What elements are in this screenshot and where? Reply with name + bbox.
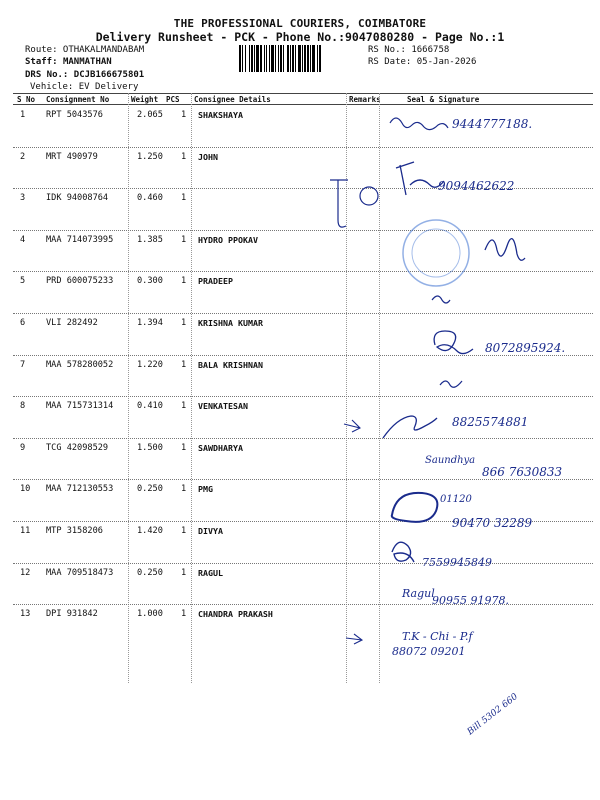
weight-value: 0.250 <box>137 484 163 495</box>
consignment-number: MAA 578280052 <box>46 359 114 370</box>
bracket-mark <box>330 180 348 227</box>
pcs-value: 1 <box>181 234 187 245</box>
signature-john <box>396 162 444 195</box>
row-sno: 4 <box>20 234 26 245</box>
weight-value: 1.385 <box>137 234 163 245</box>
weight-value: 1.220 <box>137 359 163 370</box>
pcs-value: 1 <box>181 110 187 120</box>
signature-ragul: Ragul <box>402 587 435 600</box>
signature-divya <box>392 542 414 562</box>
signature-bala <box>440 381 462 387</box>
consignee-name: KRISHNA KUMAR <box>198 318 263 328</box>
signature-hydro <box>485 239 525 261</box>
footer-note: Bill 5302 660 <box>465 691 520 738</box>
phone-row12: 90955 91978. <box>432 594 509 607</box>
arrow-mark <box>346 634 362 644</box>
consignment-number: PRD 600075233 <box>46 276 114 287</box>
pcs-value: 1 <box>181 401 187 412</box>
row-sno: 13 <box>20 609 31 620</box>
pcs-value: 1 <box>181 318 187 328</box>
consignment-number: IDK 94008764 <box>46 193 109 204</box>
consignment-number: VLI 282492 <box>46 318 98 328</box>
consignee-name: RAGUL <box>198 567 223 578</box>
consignee-name: CHANDRA PRAKASH <box>198 609 273 620</box>
consignee-name: HYDRO PPOKAV <box>198 234 258 245</box>
row-sno: 5 <box>20 276 26 287</box>
consignee-name: PRADEEP <box>198 276 233 287</box>
vehicle-label: Vehicle: EV Delivery <box>30 82 139 92</box>
circle-mark <box>360 187 378 205</box>
row-sno: 9 <box>20 442 26 453</box>
pcs-value: 1 <box>181 567 187 578</box>
weight-value: 1.394 <box>137 318 163 328</box>
col-sno: S No <box>17 95 36 104</box>
row-sno: 8 <box>20 401 26 412</box>
signature-pradeep <box>432 296 450 303</box>
row-sno: 11 <box>20 526 31 536</box>
consignee-name: JOHN <box>198 151 218 162</box>
row-sno: 2 <box>20 151 26 162</box>
weight-value: 0.250 <box>137 567 163 578</box>
weight-value: 2.065 <box>137 110 163 120</box>
consignee-name: SAWDHARYA <box>198 442 243 453</box>
pcs-value: 1 <box>181 484 187 495</box>
row-sno: 3 <box>20 193 26 204</box>
row-sno: 1 <box>20 110 26 120</box>
consignee-name: PMG <box>198 484 213 495</box>
phone-row2: 9094462622 <box>438 179 515 193</box>
consignment-number: MTP 3158206 <box>46 526 103 536</box>
row-sno: 7 <box>20 359 26 370</box>
seal-stamp-inner <box>412 229 460 277</box>
col-weight: Weight <box>131 95 159 104</box>
consignment-number: MAA 715731314 <box>46 401 114 412</box>
consignment-number: TCG 42098529 <box>46 442 109 453</box>
weight-value: 1.250 <box>137 151 163 162</box>
weight-value: 1.500 <box>137 442 163 453</box>
pcs-value: 1 <box>181 526 187 536</box>
weight-value: 0.410 <box>137 401 163 412</box>
col-remarks: Remarks <box>349 95 381 104</box>
pcs-value: 1 <box>181 442 187 453</box>
drs-value: DCJB166675801 <box>73 70 145 80</box>
staff-value: MANMATHAN <box>62 57 112 67</box>
phone-row13: 88072 09201 <box>392 645 466 658</box>
consignee-name: VENKATESAN <box>198 401 248 412</box>
pcs-value: 1 <box>181 609 187 620</box>
consignee-name: SHAKSHAYA <box>198 110 243 120</box>
rs-number: RS No.: 1666758 <box>368 45 450 55</box>
weight-value: 0.460 <box>137 193 163 204</box>
consignment-number: MRT 490979 <box>46 151 98 162</box>
col-consignee: Consignee Details <box>194 95 271 104</box>
weight-value: 0.300 <box>137 276 163 287</box>
signature-venkatesan <box>383 416 437 438</box>
weight-value: 1.000 <box>137 609 163 620</box>
signature-shakshaya <box>390 118 448 130</box>
row-sno: 10 <box>20 484 31 495</box>
drs-label: DRS No.: <box>25 70 69 80</box>
row-sno: 12 <box>20 567 31 578</box>
arrow-mark <box>344 420 360 432</box>
col-pcs: PCS <box>166 95 180 104</box>
consignment-number: MAA 709518473 <box>46 567 114 578</box>
phone-row10: 90470 32289 <box>452 516 533 530</box>
phone-row6: 8072895924. <box>485 341 566 355</box>
phone-row1: 9444777188. <box>452 117 533 131</box>
pcs-value: 1 <box>181 193 187 204</box>
signature-chandra: T.K - Chi - P.f <box>402 630 473 643</box>
pcs-value: 1 <box>181 276 187 287</box>
col-consignment: Consignment No <box>46 95 110 104</box>
number-row10: 01120 <box>440 494 472 505</box>
staff-label: Staff: <box>25 57 58 67</box>
signature-pmg <box>392 493 438 522</box>
phone-row11: 7559945849 <box>422 556 492 569</box>
weight-value: 1.420 <box>137 526 163 536</box>
consignment-number: RPT 5043576 <box>46 110 103 120</box>
row-sno: 6 <box>20 318 26 328</box>
consignee-name: DIVYA <box>198 526 223 536</box>
signature-krishna <box>434 331 473 354</box>
route-label: Route: OTHAKALMANDABAM <box>25 45 145 55</box>
pcs-value: 1 <box>181 359 187 370</box>
pcs-value: 1 <box>181 151 187 162</box>
consignee-name: BALA KRISHNAN <box>198 359 263 370</box>
consignment-number: DPI 931842 <box>46 609 98 620</box>
runsheet-title: Delivery Runsheet - PCK - Phone No.:9047080280 - Page No.:1 <box>95 30 505 44</box>
phone-row9: 866 7630833 <box>482 465 563 479</box>
phone-row8: 8825574881 <box>452 415 529 429</box>
company-title: THE PROFESSIONAL COURIERS, COIMBATORE <box>173 17 427 30</box>
rs-date: RS Date: 05-Jan-2026 <box>368 57 477 67</box>
signature-sawdharya: Saundhya <box>425 455 476 466</box>
consignment-number: MAA 712130553 <box>46 484 114 495</box>
col-seal: Seal & Signature <box>407 95 480 104</box>
consignment-number: MAA 714073995 <box>46 234 114 245</box>
seal-stamp <box>403 220 469 286</box>
